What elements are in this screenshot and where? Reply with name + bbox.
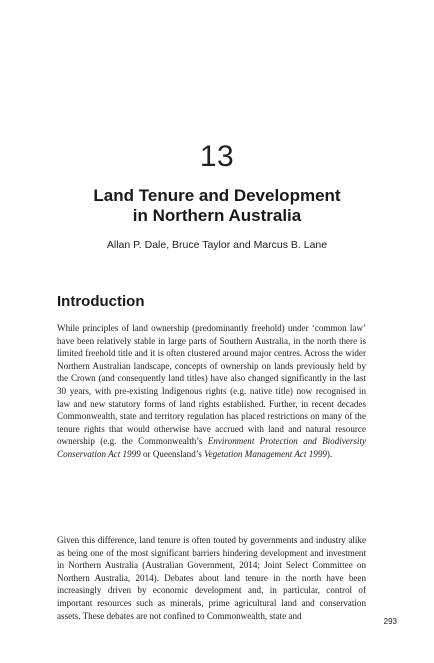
- chapter-title-line-1: Land Tenure and Development: [93, 186, 341, 205]
- page-number: 293: [383, 617, 397, 626]
- paragraph-1-act-vegetation: Vegetation Management Act 1999: [204, 448, 327, 459]
- paragraph-1-end: ).: [326, 448, 333, 459]
- section-heading-introduction: Introduction: [57, 293, 145, 310]
- chapter-title: [40, 186, 394, 226]
- body-paragraph-2: Given this difference, land tenure is often touted by governments and industry alike as being one of the most significant barriers hindering development and investment in Northern Australia (Australian Government, 2014; Joint Select Committee on Northern Australia, 2014). Debates about land tenure in the north have been increasingly driven by economic development and, in particular, control of important resources such as minerals, prime agricultural land and conservation assets. These debates are not confined to Commonwealth, state and: [57, 535, 366, 621]
- chapter-title-line-2: in Northern Australia: [132, 206, 302, 225]
- paragraph-1-mid: or Queensland’s: [140, 448, 205, 459]
- paragraph-1-act-epbc: Environment Protection and Biodiversity Conservation Act 1999: [57, 436, 367, 459]
- chapter-number: 13: [199, 140, 235, 173]
- chapter-authors: Allan P. Dale, Bruce Taylor and Marcus B. Lane: [106, 239, 328, 251]
- paragraph-1-text: While principles of land ownership (predominantly freehold) under ‘common law’ have been relatively stable in large parts of Southern Australia, in the north there is limited freehold title and it is often clustered around major centres. Across the wider Northern Australian landscape, concepts of ownership on lands previously held by the Crown (and consequently land titles) have also changed significantly in the last 30 years, with pre-existing Indigenous rights (e.g. native title) now recognised in law and new statutory forms of land rights established. Further, in recent decades Commonwealth, state and territory regulation has placed restrictions on many of the tenure rights that would otherwise have accrued with land and natural resource ownership (e.g. the Commonwealth’s: [57, 323, 366, 447]
- body-paragraph-1: [57, 322, 366, 461]
